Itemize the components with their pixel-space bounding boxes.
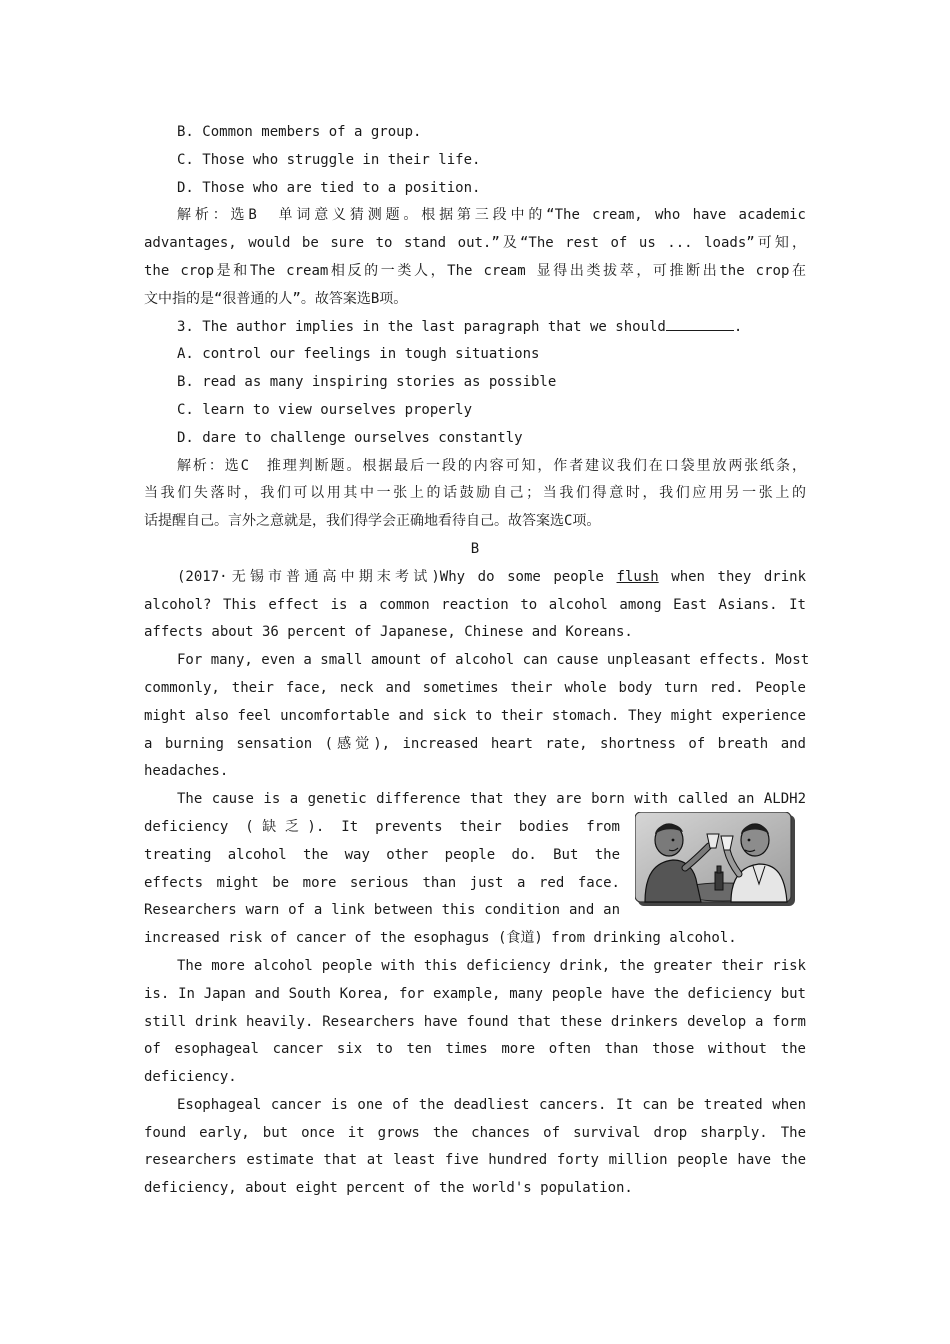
passage-line: still drink heavily. Researchers have found that these drinkers develop a form: [144, 1013, 806, 1030]
q3-option-b: B. read as many inspiring stories as possible: [177, 374, 557, 391]
q2-analysis-line: advantages, would be sure to stand out.”及“The rest of us ... loads”可知，: [144, 235, 806, 252]
passage-line: is. In Japan and South Korea, for example, many people have the deficiency but: [144, 985, 806, 1002]
passage-line: commonly, their face, neck and sometimes their whole body turn red. People: [144, 679, 806, 696]
passage-line: For many, even a small amount of alcohol can cause unpleasant effects. Most: [177, 652, 810, 669]
passage-line: The more alcohol people with this deficiency drink, the greater their risk: [177, 957, 806, 974]
q2-analysis-line: 解析：选B 单词意义猜测题。根据第三段中的“The cream, who have academic: [177, 207, 806, 224]
passage-line: researchers estimate that at least five hundred forty million people have the: [144, 1152, 806, 1169]
q3-option-c: C. learn to view ourselves properly: [177, 401, 473, 418]
passage-line: treating alcohol the way other people do. But the: [144, 846, 620, 863]
passage-line: might also feel uncomfortable and sick to their stomach. They might experience: [144, 707, 806, 724]
passage-line: headaches.: [144, 763, 229, 780]
q3-stem-end: .: [733, 318, 743, 335]
answer-blank: [666, 316, 734, 331]
q2-option-b: B. Common members of a group.: [177, 124, 422, 140]
document-page: [144, 119, 810, 1203]
q3-analysis-line: 话提醒自己。言外之意就是，我们得学会正确地看待自己。故答案选C项。: [144, 513, 601, 530]
q3-option-a: A. control our feelings in tough situations: [177, 346, 540, 363]
q2-option-d: D. Those who are tied to a position.: [177, 179, 481, 196]
passage-line: deficiency (缺乏). It prevents their bodies from: [144, 818, 620, 835]
passage-line: [144, 564, 806, 592]
passage-line: a burning sensation (感觉), increased heart rate, shortness of breath and: [144, 735, 806, 752]
passage-line: affects about 36 percent of Japanese, Chinese and Koreans.: [144, 624, 633, 641]
passage-line: alcohol? This effect is a common reaction to alcohol among East Asians. It: [144, 596, 806, 613]
q3-stem: [144, 314, 806, 342]
q3-analysis-line: 当我们失落时，我们可以用其中一张上的话鼓励自己；当我们得意时，我们应用另一张上的: [144, 485, 806, 502]
passage-line: of esophageal cancer six to ten times more often than those without the: [144, 1041, 806, 1058]
q3-stem-text: 3. The author implies in the last paragraph that we should: [177, 318, 666, 335]
passage-line: effects might be more serious than just a red face.: [144, 874, 620, 891]
section-label: B: [470, 540, 480, 557]
underlined-word: flush: [616, 568, 659, 585]
passage-line: Esophageal cancer is one of the deadliest cancers. It can be treated when: [177, 1096, 806, 1113]
q2-analysis-line: the crop是和The cream相反的一类人，The cream 显得出类拔萃，可推断出the crop在: [144, 262, 806, 279]
q2-option-c: C. Those who struggle in their life.: [177, 151, 481, 168]
q3-option-d: D. dare to challenge ourselves constantly: [177, 429, 523, 446]
drinking-illustration: [635, 812, 795, 906]
passage-line: increased risk of cancer of the esophagus (食道) from drinking alcohol.: [144, 930, 737, 947]
passage-line: deficiency.: [144, 1069, 237, 1086]
passage-line: Researchers warn of a link between this condition and an: [144, 902, 620, 919]
passage-text: when they drink: [658, 568, 806, 585]
passage-line: found early, but once it grows the chances of survival drop sharply. The: [144, 1124, 806, 1141]
source-and-question: (2017·无锡市普通高中期末考试)Why do some people: [177, 568, 617, 585]
passage-line: The cause is a genetic difference that they are born with called an ALDH2: [177, 791, 806, 808]
q2-analysis-line: 文中指的是“很普通的人”。故答案选B项。: [144, 290, 408, 307]
passage-line: deficiency, about eight percent of the world's population.: [144, 1180, 633, 1197]
q3-analysis-line: 解析：选C 推理判断题。根据最后一段的内容可知，作者建议我们在口袋里放两张纸条，: [177, 457, 806, 474]
